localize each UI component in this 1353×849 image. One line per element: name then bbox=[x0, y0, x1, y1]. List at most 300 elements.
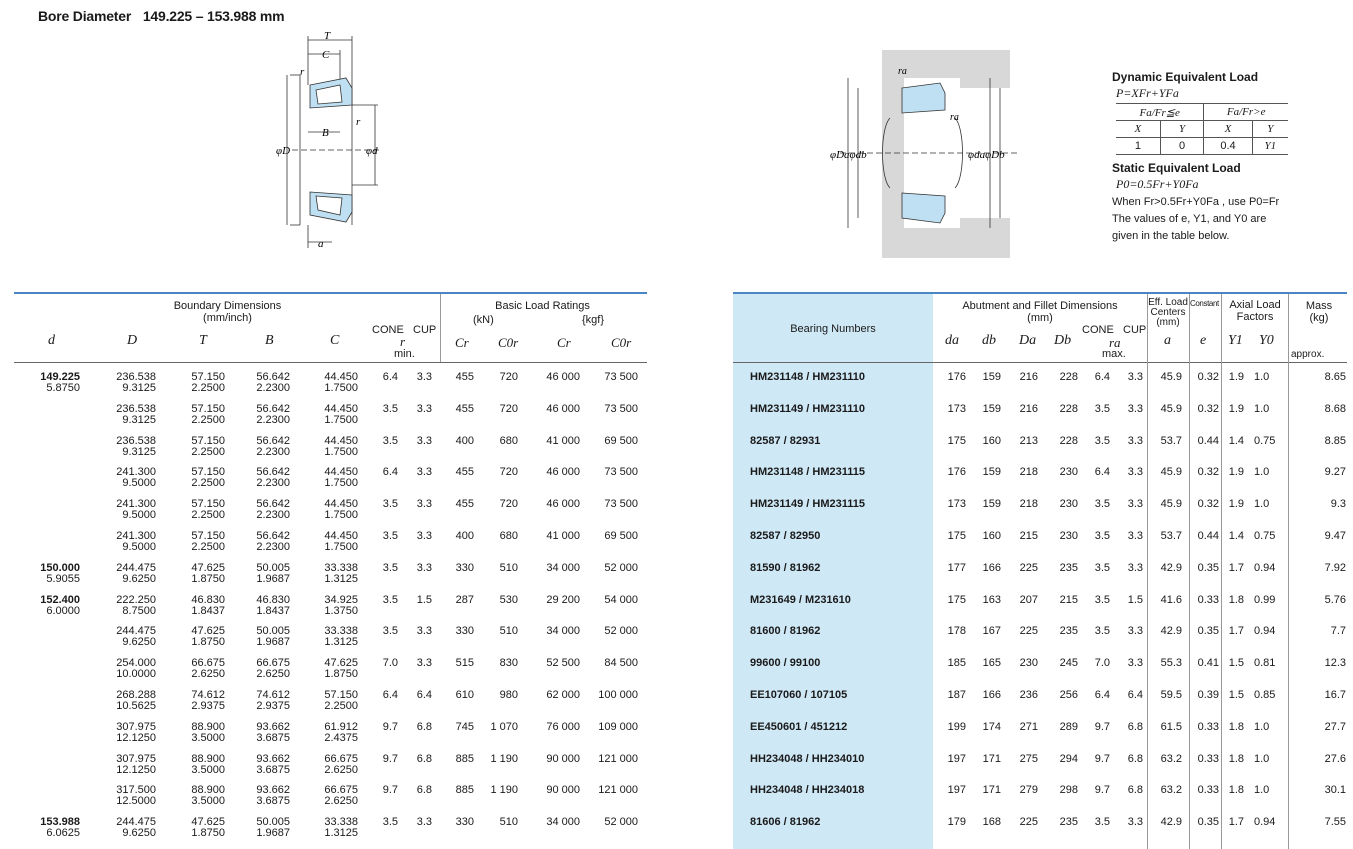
cell-B-in: 1.9687 bbox=[256, 636, 290, 649]
cell-a: 63.2 bbox=[1160, 784, 1182, 797]
cell-r-cone: 9.7 bbox=[382, 720, 398, 733]
cell-C0r-kgf: 73 500 bbox=[604, 498, 638, 511]
cell-mass: 16.7 bbox=[1324, 689, 1346, 701]
cell-T-mm: 88.900 bbox=[191, 784, 225, 797]
cell-ra-cone: 6.4 bbox=[1094, 371, 1110, 383]
dim-r1-label: r bbox=[300, 66, 305, 78]
cell-da: 179 bbox=[947, 816, 966, 829]
cell-Y1: 1.7 bbox=[1228, 561, 1244, 574]
cell-B-mm: 56.642 bbox=[256, 434, 290, 447]
cell-C-mm: 44.450 bbox=[324, 530, 358, 542]
cell-C-in: 1.7500 bbox=[324, 382, 358, 394]
y1-value: 0 bbox=[1160, 138, 1204, 155]
cell-Cr-kn: 885 bbox=[455, 752, 474, 765]
cell-da: 173 bbox=[947, 498, 966, 511]
cell-Db: 245 bbox=[1059, 657, 1078, 670]
cell-bearing-number: HM231149 / HM231110 bbox=[750, 402, 865, 415]
cell-C0r-kgf: 73 500 bbox=[604, 402, 638, 415]
cell-r-cone: 3.5 bbox=[382, 434, 398, 447]
cell-db: 165 bbox=[982, 657, 1001, 670]
cell-C0r-kgf: 100 000 bbox=[598, 689, 638, 701]
cell-Y0: 0.81 bbox=[1254, 657, 1276, 670]
col-ra-cone: CONE bbox=[1082, 324, 1114, 336]
cell-Db: 230 bbox=[1059, 466, 1078, 479]
cell-B-in: 2.2300 bbox=[256, 413, 290, 426]
cell-Da: 213 bbox=[1019, 434, 1038, 447]
cell-D-mm: 307.975 bbox=[116, 720, 156, 733]
cell-Y1: 1.9 bbox=[1228, 402, 1244, 415]
col-max: max. bbox=[1102, 348, 1126, 360]
cell-r-cone: 3.5 bbox=[382, 498, 398, 511]
cell-Db: 235 bbox=[1059, 561, 1078, 574]
cell-C-in: 1.3750 bbox=[324, 604, 358, 617]
col-D: D bbox=[127, 333, 138, 348]
cell-mass: 8.85 bbox=[1324, 434, 1346, 447]
boundary-dims-header: Boundary Dimensions bbox=[173, 300, 282, 312]
cell-T-in: 2.6250 bbox=[191, 668, 225, 681]
cell-Y0: 1.0 bbox=[1254, 498, 1270, 511]
cell-Cr-kn: 330 bbox=[455, 561, 474, 574]
cell-C0r-kn: 680 bbox=[499, 434, 518, 447]
cond-2: Fa/Fr>e bbox=[1204, 104, 1288, 121]
cell-Db: 215 bbox=[1059, 593, 1078, 606]
cell-Y1: 1.8 bbox=[1228, 784, 1244, 797]
cell-D-in: 9.6250 bbox=[122, 572, 156, 585]
cell-C0r-kgf: 52 000 bbox=[604, 625, 638, 638]
cell-C-mm: 47.625 bbox=[324, 657, 358, 670]
cell-Cr-kgf: 52 500 bbox=[546, 657, 580, 670]
dim-a-label: a bbox=[318, 238, 324, 250]
cell-r-cone: 3.5 bbox=[382, 530, 398, 542]
cell-B-in: 1.8437 bbox=[256, 604, 290, 617]
cell-C0r-kn: 1 190 bbox=[490, 752, 518, 765]
cell-a: 53.7 bbox=[1160, 434, 1182, 447]
cell-ra-cone: 9.7 bbox=[1094, 720, 1110, 733]
cell-bearing-number: 81590 / 81962 bbox=[750, 561, 821, 574]
cell-C-mm: 44.450 bbox=[324, 402, 358, 415]
col-T: T bbox=[199, 333, 207, 348]
cell-ra-cup: 6.8 bbox=[1127, 784, 1143, 797]
cell-T-mm: 47.625 bbox=[191, 561, 225, 574]
cell-D-mm: 241.300 bbox=[116, 466, 156, 479]
cell-Y1: 1.5 bbox=[1228, 657, 1244, 670]
cell-D-in: 9.6250 bbox=[122, 636, 156, 649]
cell-Y0: 0.75 bbox=[1254, 434, 1276, 447]
cell-Cr-kgf: 62 000 bbox=[546, 689, 580, 701]
cell-r-cone: 3.5 bbox=[382, 816, 398, 829]
cell-r-cone: 3.5 bbox=[382, 625, 398, 638]
cell-da: 178 bbox=[947, 625, 966, 638]
cell-Da: 216 bbox=[1019, 402, 1038, 415]
cell-ra-cone: 3.5 bbox=[1094, 434, 1110, 447]
cell-Cr-kn: 455 bbox=[455, 498, 474, 511]
title-label: Bore Diameter bbox=[38, 8, 132, 24]
cell-ra-cup: 3.3 bbox=[1127, 498, 1143, 511]
y2-value: Y1 bbox=[1252, 138, 1288, 155]
cell-C-in: 1.7500 bbox=[324, 477, 358, 490]
cell-T-mm: 47.625 bbox=[191, 816, 225, 829]
bearing-section-diagram bbox=[270, 30, 390, 255]
cell-d-mm: 152.400 bbox=[40, 593, 80, 606]
dim-C-label: C bbox=[322, 49, 330, 61]
cell-B-mm: 56.642 bbox=[256, 371, 290, 383]
dim-r2-label: r bbox=[356, 116, 361, 128]
cell-D-mm: 236.538 bbox=[116, 402, 156, 415]
cell-C0r-kn: 830 bbox=[499, 657, 518, 670]
cell-Y1: 1.8 bbox=[1228, 593, 1244, 606]
cell-Y1: 1.5 bbox=[1228, 689, 1244, 701]
cell-bearing-number: HM231148 / HM231110 bbox=[750, 371, 865, 383]
cell-ra-cup: 3.3 bbox=[1127, 371, 1143, 383]
cell-T-mm: 57.150 bbox=[191, 466, 225, 479]
cell-a: 53.7 bbox=[1160, 530, 1182, 542]
cell-B-in: 3.6875 bbox=[256, 795, 290, 808]
cell-C-mm: 34.925 bbox=[324, 593, 358, 606]
cell-B-mm: 50.005 bbox=[256, 561, 290, 574]
xy-table bbox=[1116, 103, 1288, 155]
cell-B-in: 3.6875 bbox=[256, 731, 290, 744]
kn-unit: (kN) bbox=[473, 314, 494, 326]
cell-db: 166 bbox=[982, 689, 1001, 701]
cell-Da: 216 bbox=[1019, 371, 1038, 383]
cell-r-cone: 9.7 bbox=[382, 752, 398, 765]
cell-Db: 235 bbox=[1059, 816, 1078, 829]
cell-Cr-kn: 455 bbox=[455, 402, 474, 415]
mass-unit: (kg) bbox=[1309, 312, 1329, 324]
dim-Da-db-label: φDaφdb bbox=[830, 149, 867, 161]
cell-a: 61.5 bbox=[1160, 720, 1182, 733]
cell-mass: 8.65 bbox=[1324, 371, 1346, 383]
cell-C0r-kgf: 69 500 bbox=[604, 434, 638, 447]
left-header-divider bbox=[440, 294, 441, 362]
note-line-2: The values of e, Y1, and Y0 are bbox=[1112, 213, 1267, 225]
cell-C-mm: 66.675 bbox=[324, 784, 358, 797]
cell-r-cup: 6.8 bbox=[416, 784, 432, 797]
cell-T-mm: 46.830 bbox=[191, 593, 225, 606]
cell-e: 0.32 bbox=[1197, 466, 1219, 479]
cell-B-in: 2.2300 bbox=[256, 477, 290, 490]
cell-B-in: 2.2300 bbox=[256, 509, 290, 522]
cell-da: 177 bbox=[947, 561, 966, 574]
cell-a: 45.9 bbox=[1160, 466, 1182, 479]
cell-Y0: 1.0 bbox=[1254, 466, 1270, 479]
cell-Cr-kn: 515 bbox=[455, 657, 474, 670]
cell-C-in: 1.3125 bbox=[324, 572, 358, 585]
cell-Db: 289 bbox=[1059, 720, 1078, 733]
cell-Cr-kgf: 76 000 bbox=[546, 720, 580, 733]
cell-Cr-kn: 400 bbox=[455, 434, 474, 447]
cell-C0r-kn: 720 bbox=[499, 498, 518, 511]
cell-r-cone: 6.4 bbox=[382, 689, 398, 701]
cell-Cr-kn: 455 bbox=[455, 371, 474, 383]
mass-approx: approx. bbox=[1291, 349, 1325, 360]
x1-value: 1 bbox=[1116, 138, 1160, 155]
cell-D-in: 9.3125 bbox=[122, 445, 156, 458]
cell-ra-cone: 7.0 bbox=[1094, 657, 1110, 670]
cell-Cr-kn: 287 bbox=[455, 593, 474, 606]
cell-C0r-kgf: 121 000 bbox=[598, 752, 638, 765]
cell-db: 168 bbox=[982, 816, 1001, 829]
eff-load-line2: Centers bbox=[1150, 307, 1186, 318]
cell-Y0: 1.0 bbox=[1254, 784, 1270, 797]
axial-factors: Factors bbox=[1236, 311, 1274, 323]
cell-Db: 256 bbox=[1059, 689, 1078, 701]
cell-C0r-kgf: 52 000 bbox=[604, 561, 638, 574]
cell-B-mm: 56.642 bbox=[256, 466, 290, 479]
col-da: da bbox=[945, 333, 959, 348]
cell-db: 159 bbox=[982, 498, 1001, 511]
cell-r-cup: 3.3 bbox=[416, 466, 432, 479]
cell-Db: 235 bbox=[1059, 625, 1078, 638]
cell-Y1: 1.4 bbox=[1228, 530, 1244, 542]
cell-da: 176 bbox=[947, 371, 966, 383]
cell-B-mm: 56.642 bbox=[256, 498, 290, 511]
cell-B-in: 1.9687 bbox=[256, 827, 290, 840]
abutment-header: Abutment and Fillet Dimensions bbox=[962, 300, 1118, 312]
roller-bottom-shape bbox=[310, 192, 352, 222]
cell-e: 0.32 bbox=[1197, 371, 1219, 383]
cell-T-mm: 47.625 bbox=[191, 625, 225, 638]
cell-Y1: 1.9 bbox=[1228, 466, 1244, 479]
cell-a: 41.6 bbox=[1160, 593, 1182, 606]
cell-mass: 7.92 bbox=[1324, 561, 1346, 574]
cell-Y0: 1.0 bbox=[1254, 752, 1270, 765]
cell-mass: 30.1 bbox=[1324, 784, 1346, 797]
cell-T-in: 1.8750 bbox=[191, 572, 225, 585]
cell-r-cone: 7.0 bbox=[382, 657, 398, 670]
cell-D-mm: 236.538 bbox=[116, 434, 156, 447]
cell-ra-cone: 3.5 bbox=[1094, 402, 1110, 415]
col-r: r bbox=[400, 334, 406, 349]
cell-ra-cup: 1.5 bbox=[1127, 593, 1143, 606]
right-header-bottom bbox=[733, 362, 1347, 363]
cell-r-cone: 6.4 bbox=[382, 466, 398, 479]
right-table-topline bbox=[733, 292, 1347, 294]
cell-bearing-number: 99600 / 99100 bbox=[750, 657, 821, 670]
cell-Da: 279 bbox=[1019, 784, 1038, 797]
cell-T-in: 3.5000 bbox=[191, 763, 225, 776]
cell-r-cup: 3.3 bbox=[416, 657, 432, 670]
title-range: 149.225 – 153.988 mm bbox=[142, 8, 285, 24]
cell-B-mm: 74.612 bbox=[256, 689, 290, 701]
cell-C-mm: 44.450 bbox=[324, 466, 358, 479]
cell-da: 175 bbox=[947, 434, 966, 447]
cell-D-in: 10.5625 bbox=[116, 700, 156, 712]
dim-T-label: T bbox=[324, 30, 331, 42]
cell-C0r-kn: 720 bbox=[499, 466, 518, 479]
cell-D-in: 9.5000 bbox=[122, 477, 156, 490]
cell-ra-cup: 3.3 bbox=[1127, 625, 1143, 638]
cell-Cr-kgf: 46 000 bbox=[546, 498, 580, 511]
cell-bearing-number: M231649 / M231610 bbox=[750, 593, 851, 606]
cell-T-in: 2.2500 bbox=[191, 382, 225, 394]
x2-head: X bbox=[1204, 121, 1252, 138]
cell-d-in: 6.0000 bbox=[46, 604, 80, 617]
cell-D-in: 12.1250 bbox=[116, 763, 156, 776]
cell-bearing-number: EE107060 / 107105 bbox=[750, 689, 848, 701]
cell-Cr-kn: 745 bbox=[455, 720, 474, 733]
cell-C-in: 1.7500 bbox=[324, 445, 358, 458]
cell-r-cup: 1.5 bbox=[416, 593, 432, 606]
cell-D-mm: 317.500 bbox=[116, 784, 156, 797]
cell-Cr-kgf: 34 000 bbox=[546, 561, 580, 574]
cell-da: 197 bbox=[947, 752, 966, 765]
col-cup: CUP bbox=[413, 324, 437, 336]
cell-Db: 228 bbox=[1059, 402, 1078, 415]
cell-ra-cup: 3.3 bbox=[1127, 402, 1143, 415]
cell-mass: 9.27 bbox=[1324, 466, 1346, 479]
cell-Da: 225 bbox=[1019, 816, 1038, 829]
cell-Cr-kgf: 41 000 bbox=[546, 530, 580, 542]
cell-Cr-kn: 330 bbox=[455, 816, 474, 829]
cell-Da: 225 bbox=[1019, 625, 1038, 638]
cell-bearing-number: HM231148 / HM231115 bbox=[750, 466, 865, 479]
cell-T-in: 2.2500 bbox=[191, 509, 225, 522]
cell-D-in: 9.6250 bbox=[122, 827, 156, 840]
cell-C-mm: 66.675 bbox=[324, 752, 358, 765]
cell-r-cup: 6.8 bbox=[416, 720, 432, 733]
y2-head: Y bbox=[1252, 121, 1288, 138]
cell-Cr-kgf: 90 000 bbox=[546, 752, 580, 765]
cell-Db: 230 bbox=[1059, 530, 1078, 542]
cell-db: 166 bbox=[982, 561, 1001, 574]
equivalent-load-panel bbox=[1112, 70, 1342, 245]
cell-e: 0.35 bbox=[1197, 561, 1219, 574]
static-formula: P0=0.5Fr+Y0Fa bbox=[1116, 177, 1199, 191]
cell-D-mm: 241.300 bbox=[116, 530, 156, 542]
cell-da: 176 bbox=[947, 466, 966, 479]
cell-ra-cup: 6.8 bbox=[1127, 720, 1143, 733]
cell-C-in: 2.4375 bbox=[324, 731, 358, 744]
axial-header: Axial Load bbox=[1229, 299, 1281, 311]
cell-C-in: 1.7500 bbox=[324, 509, 358, 522]
cell-C-mm: 33.338 bbox=[324, 625, 358, 638]
cell-Cr-kgf: 34 000 bbox=[546, 816, 580, 829]
cell-Y0: 0.94 bbox=[1254, 625, 1276, 638]
cell-T-in: 1.8750 bbox=[191, 636, 225, 649]
cell-db: 159 bbox=[982, 466, 1001, 479]
cell-B-mm: 50.005 bbox=[256, 816, 290, 829]
col-Da: Da bbox=[1019, 333, 1037, 348]
dynamic-formula: P=XFr+YFa bbox=[1116, 86, 1179, 100]
cell-db: 159 bbox=[982, 371, 1001, 383]
mounting-diagram bbox=[830, 48, 1060, 260]
cell-ra-cone: 6.4 bbox=[1094, 689, 1110, 701]
col-Y1: Y1 bbox=[1228, 333, 1243, 348]
cell-r-cone: 3.5 bbox=[382, 593, 398, 606]
cell-B-mm: 93.662 bbox=[256, 720, 290, 733]
cell-D-in: 9.5000 bbox=[122, 509, 156, 522]
col-a: a bbox=[1164, 333, 1171, 348]
cell-Y0: 0.75 bbox=[1254, 530, 1276, 542]
cell-C0r-kn: 720 bbox=[499, 402, 518, 415]
cell-C0r-kgf: 73 500 bbox=[604, 371, 638, 383]
cell-Y0: 0.99 bbox=[1254, 593, 1276, 606]
cell-D-mm: 244.475 bbox=[116, 561, 156, 574]
cell-Cr-kgf: 46 000 bbox=[546, 466, 580, 479]
cell-B-mm: 50.005 bbox=[256, 625, 290, 638]
col-ra: ra bbox=[1109, 335, 1121, 350]
cell-C0r-kn: 680 bbox=[499, 530, 518, 542]
cell-T-mm: 66.675 bbox=[191, 657, 225, 670]
cell-D-mm: 241.300 bbox=[116, 498, 156, 511]
col-C0r-kgf: C0r bbox=[611, 335, 632, 350]
cell-d-in: 6.0625 bbox=[46, 827, 80, 840]
bearing-numbers-header: Bearing Numbers bbox=[790, 323, 876, 335]
cell-T-in: 3.5000 bbox=[191, 795, 225, 808]
cell-T-in: 2.2500 bbox=[191, 413, 225, 426]
cell-e: 0.33 bbox=[1197, 784, 1219, 797]
cell-Cr-kgf: 41 000 bbox=[546, 434, 580, 447]
cell-db: 171 bbox=[982, 784, 1001, 797]
cell-e: 0.44 bbox=[1197, 434, 1219, 447]
cell-bearing-number: 81600 / 81962 bbox=[750, 625, 821, 638]
cell-ra-cone: 6.4 bbox=[1094, 466, 1110, 479]
column-divider bbox=[1288, 362, 1289, 849]
cell-db: 171 bbox=[982, 752, 1001, 765]
cell-B-in: 3.6875 bbox=[256, 763, 290, 776]
cell-Y1: 1.9 bbox=[1228, 498, 1244, 511]
cell-r-cup: 6.4 bbox=[416, 689, 432, 701]
cell-B-mm: 66.675 bbox=[256, 657, 290, 670]
cell-T-in: 1.8750 bbox=[191, 827, 225, 840]
cell-D-in: 9.3125 bbox=[122, 382, 156, 394]
cell-Db: 294 bbox=[1059, 752, 1078, 765]
dim-ra1-label: ra bbox=[898, 66, 907, 77]
dim-da-Db-label: φdaφDb bbox=[968, 149, 1005, 161]
cell-C0r-kgf: 84 500 bbox=[604, 657, 638, 670]
cell-D-in: 12.5000 bbox=[116, 795, 156, 808]
cell-ra-cup: 3.3 bbox=[1127, 530, 1143, 542]
cell-db: 159 bbox=[982, 402, 1001, 415]
cell-da: 173 bbox=[947, 402, 966, 415]
note-line-3: given in the table below. bbox=[1112, 230, 1230, 242]
cell-a: 55.3 bbox=[1160, 657, 1182, 670]
cell-C0r-kn: 1 190 bbox=[490, 784, 518, 797]
cell-T-mm: 57.150 bbox=[191, 371, 225, 383]
cell-C-mm: 57.150 bbox=[324, 689, 358, 701]
dim-d-label: φd bbox=[366, 145, 378, 157]
cell-Cr-kgf: 46 000 bbox=[546, 371, 580, 383]
cell-C-in: 1.7500 bbox=[324, 541, 358, 553]
cell-ra-cup: 3.3 bbox=[1127, 466, 1143, 479]
col-cone: CONE bbox=[372, 324, 404, 336]
column-divider bbox=[1221, 362, 1222, 849]
cell-e: 0.35 bbox=[1197, 625, 1219, 638]
cell-ra-cup: 6.8 bbox=[1127, 752, 1143, 765]
cell-r-cup: 3.3 bbox=[416, 561, 432, 574]
cell-Y0: 1.0 bbox=[1254, 371, 1270, 383]
cell-B-in: 1.9687 bbox=[256, 572, 290, 585]
cell-bearing-number: 82587 / 82931 bbox=[750, 434, 821, 447]
cell-Cr-kgf: 29 200 bbox=[546, 593, 580, 606]
cell-e: 0.32 bbox=[1197, 498, 1219, 511]
cell-r-cone: 3.5 bbox=[382, 402, 398, 415]
eff-load-header bbox=[1147, 298, 1189, 328]
col-C0r: C0r bbox=[498, 335, 519, 350]
cell-bearing-number: 82587 / 82950 bbox=[750, 530, 821, 542]
cell-Y1: 1.7 bbox=[1228, 816, 1244, 829]
cell-e: 0.44 bbox=[1197, 530, 1219, 542]
cell-T-in: 3.5000 bbox=[191, 731, 225, 744]
cell-db: 160 bbox=[982, 530, 1001, 542]
cell-db: 174 bbox=[982, 720, 1001, 733]
cell-Da: 271 bbox=[1019, 720, 1038, 733]
cell-da: 175 bbox=[947, 530, 966, 542]
cell-C-in: 1.8750 bbox=[324, 668, 358, 681]
cell-C-mm: 33.338 bbox=[324, 816, 358, 829]
abutment-unit: (mm) bbox=[1027, 312, 1053, 324]
